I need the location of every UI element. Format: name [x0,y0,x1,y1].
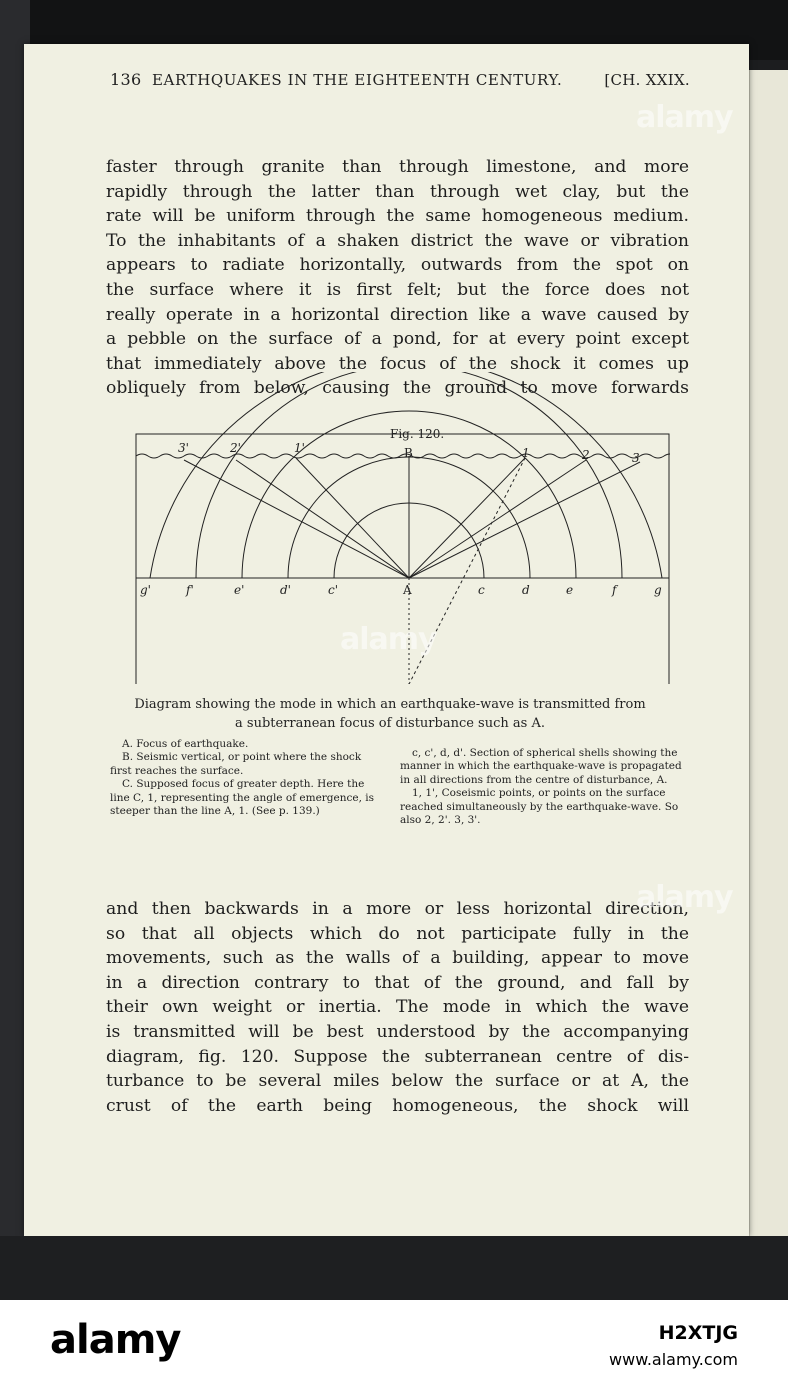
text-line: crust of the earth being homogeneous, the shock will [106,1095,689,1116]
label-1: 1 [522,446,530,460]
legend-left [110,738,375,818]
label-2: 2 [582,448,590,462]
label-a: A [403,583,412,597]
label-d: d [522,583,530,597]
running-header [110,70,690,96]
text-line: faster through granite than through limestone, and more [106,157,689,177]
caption-line-2: a subterranean focus of disturbance such as A. [235,716,545,731]
ray-2 [409,460,586,578]
text-line: movements, such as the walls of a building, appear to move [106,948,689,969]
label-e: e [566,583,574,597]
chapter-label: [CH. XXIX. [604,71,690,89]
label-dp: d' [280,583,291,597]
text-line: turbance to be several miles below the surface or at A, the [106,1071,689,1092]
text-line: a pebble on the surface of a pond, for at every point except [106,329,689,350]
paragraph-bottom [106,897,689,1118]
label-b: B [404,446,413,460]
text-line: their own weight or inertia. The mode in which the wave [106,997,689,1018]
watermark-mid-right: alamy [636,880,733,915]
text-line: really operate in a horizontal direction like a wave caused by [106,304,689,325]
page-number: 136 [110,70,142,89]
text-line: rapidly through the latter than through wet clay, but the [106,181,689,202]
text-line: that immediately above the focus of the shock it comes up [106,353,689,374]
facing-page-edge [748,70,788,1245]
text-line: obliquely from below, causing the ground to move forwards [106,378,689,399]
text-line: appears to radiate horizontally, outwards from the spot on [106,255,689,276]
ray-3 [409,462,640,578]
text-line: rate will be uniform through the same homogeneous medium. [106,206,689,227]
figure-title: Fig. 120. [390,427,445,441]
label-2p: 2' [230,441,241,455]
ray-2p [236,460,409,578]
label-fp: f' [186,583,194,597]
paragraph-top [106,155,689,401]
figure-caption [110,695,670,733]
legend-a: A. Focus of earthquake. [122,738,249,750]
legend-right [400,747,685,827]
text-line: the surface where it is first felt; but the force does not [106,279,689,300]
watermark-top-right: alamy [636,100,733,135]
label-3p: 3' [178,441,189,455]
watermark-center: alamy [340,622,437,657]
text-line: in a direction contrary to that of the ground, and fall by [106,972,689,993]
label-c: c [478,583,485,597]
text-line: diagram, fig. 120. Suppose the subterranean centre of dis- [106,1046,689,1067]
ray-3p [184,460,409,578]
background-bottom [0,1236,788,1300]
label-ep: e' [234,583,245,597]
running-title: EARTHQUAKES IN THE EIGHTEENTH CENTURY. [152,71,563,89]
text-line: and then backwards in a more or less horizontal direction, [106,899,689,919]
legend-c: C. Supposed focus of greater depth. Here the line C, 1, representing the angle of emergence, is steeper than the line A, 1. (See p. 139.) [110,778,375,818]
label-gp: g' [140,583,151,597]
ray-1p [296,458,409,578]
legend-coseismic: 1, 1', Coseismic points, or points on the surface reached simultaneously by the earthquake-wave. So also 2, 2'. 3, 3'. [400,787,679,827]
label-3: 3 [632,451,640,465]
shell-g [150,372,662,578]
legend-shells: c, c', d, d'. Section of spherical shells showing the manner in which the earthquake-wave is propagated in all directions from the centre of disturbance, A. [400,747,682,786]
label-g: g [654,583,662,597]
legend-b: B. Seismic vertical, or point where the shock first reaches the surface. [110,751,362,777]
image-id: H2XTJG [658,1322,738,1344]
text-line: so that all objects which do not participate fully in the [106,923,689,944]
text-line: is transmitted will be best understood by the accompanying [106,1021,689,1042]
label-f: f [612,583,617,597]
site-url: www.alamy.com [609,1350,738,1369]
ray-1 [409,458,525,578]
text-line: To the inhabitants of a shaken district the wave or vibration [106,230,689,251]
alamy-logo: alamy [50,1317,181,1363]
label-cp: c' [328,583,339,597]
caption-line-1: Diagram showing the mode in which an earthquake-wave is transmitted from [134,697,646,712]
label-1p: 1' [294,441,305,455]
